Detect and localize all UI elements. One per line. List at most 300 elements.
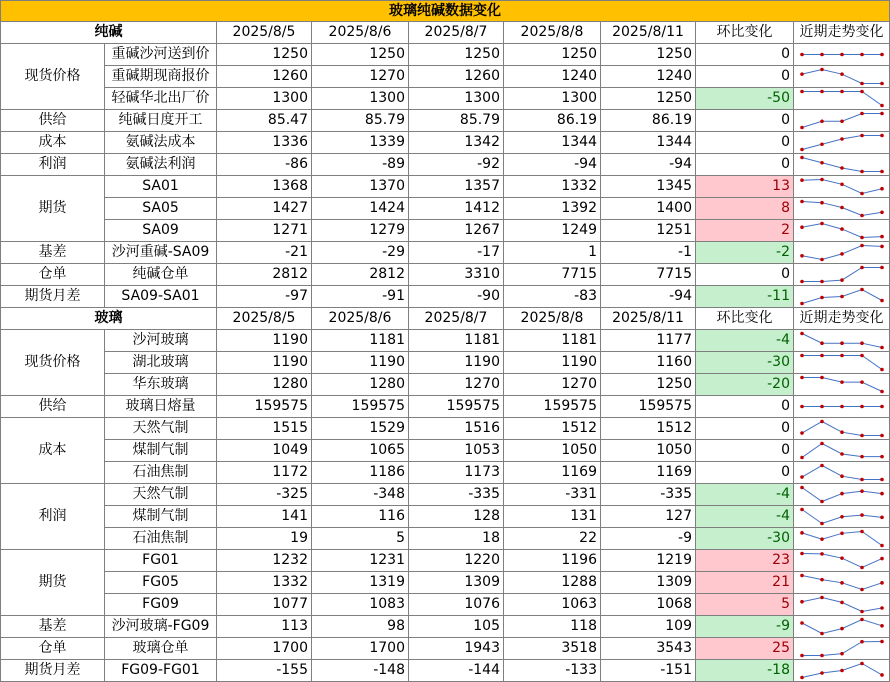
value-cell: 1332: [504, 176, 601, 198]
sparkline-chart: [794, 660, 890, 681]
value-cell: -331: [504, 484, 601, 506]
change-cell: -18: [696, 660, 794, 682]
sparkline-point: [820, 654, 824, 658]
value-cell: -90: [409, 286, 504, 308]
sparkline-point: [820, 341, 824, 345]
sparkline-point: [860, 489, 864, 493]
sparkline-line: [802, 70, 882, 84]
sparkline-point: [800, 486, 804, 490]
sparkline-chart: [794, 374, 890, 395]
sparkline-point: [880, 390, 884, 394]
value-cell: 7715: [504, 264, 601, 286]
table-row: [1, 264, 890, 286]
sparkline-point: [880, 544, 884, 548]
sparkline-point: [840, 556, 844, 560]
table-row: [1, 374, 890, 396]
table-row: [1, 660, 890, 682]
table-row: [1, 396, 890, 418]
value-cell: 1515: [217, 418, 312, 440]
change-cell: 0: [696, 44, 794, 66]
sparkline-point: [840, 227, 844, 231]
item-name: 天然气制: [105, 484, 217, 506]
value-cell: 98: [312, 616, 409, 638]
table-row: [1, 462, 890, 484]
change-cell: -20: [696, 374, 794, 396]
value-cell: 1943: [409, 638, 504, 660]
sparkline-line: [802, 598, 882, 612]
sparkline-cell: [794, 462, 890, 484]
value-cell: 1053: [409, 440, 504, 462]
item-name: SA09-SA01: [105, 286, 217, 308]
value-cell: 1279: [312, 220, 409, 242]
sparkline-chart: [794, 462, 890, 483]
value-cell: 159575: [312, 396, 409, 418]
sparkline-point: [860, 236, 864, 240]
item-name: SA05: [105, 198, 217, 220]
item-name: 纯碱仓单: [105, 264, 217, 286]
value-cell: 7715: [601, 264, 696, 286]
value-cell: 1250: [217, 44, 312, 66]
sparkline-chart: [794, 154, 890, 175]
value-cell: -83: [504, 286, 601, 308]
sparkline-point: [820, 53, 824, 57]
item-name: 湖北玻璃: [105, 352, 217, 374]
sparkline-point: [880, 673, 884, 677]
value-cell: -86: [217, 154, 312, 176]
change-cell: 0: [696, 396, 794, 418]
item-name: FG01: [105, 550, 217, 572]
value-cell: 1050: [504, 440, 601, 462]
sparkline-chart: [794, 198, 890, 219]
sparkline-point: [820, 464, 824, 468]
item-name: 沙河重碱-SA09: [105, 242, 217, 264]
value-cell: 1424: [312, 198, 409, 220]
change-cell: 5: [696, 594, 794, 616]
table-row: [1, 110, 890, 132]
sparkline-cell: [794, 616, 890, 638]
value-cell: 118: [504, 616, 601, 638]
value-cell: -97: [217, 286, 312, 308]
sparkline-chart: [794, 638, 890, 659]
value-cell: 1280: [217, 374, 312, 396]
value-cell: 22: [504, 528, 601, 550]
value-cell: 1250: [601, 374, 696, 396]
value-cell: 1173: [409, 462, 504, 484]
sparkline-point: [880, 299, 884, 303]
sparkline-cell: [794, 88, 890, 110]
item-name: FG05: [105, 572, 217, 594]
value-cell: 1172: [217, 462, 312, 484]
change-cell: 23: [696, 550, 794, 572]
date-header: 2025/8/7: [409, 22, 504, 44]
table-row: [1, 220, 890, 242]
category-cell: 现货价格: [1, 44, 105, 110]
value-cell: 1231: [312, 550, 409, 572]
value-cell: 1267: [409, 220, 504, 242]
sparkline-chart: [794, 572, 890, 593]
value-cell: 1319: [312, 572, 409, 594]
date-header: 2025/8/7: [409, 308, 504, 330]
sparkline-cell: [794, 418, 890, 440]
value-cell: -335: [409, 484, 504, 506]
sparkline-point: [820, 354, 824, 358]
sparkline-chart: [794, 132, 890, 153]
sparkline-point: [880, 478, 884, 482]
sparkline-point: [840, 72, 844, 76]
value-cell: 1190: [504, 352, 601, 374]
value-cell: 1190: [312, 352, 409, 374]
table-row: [1, 418, 890, 440]
sparkline-point: [800, 178, 804, 182]
value-cell: 1368: [217, 176, 312, 198]
date-header: 2025/8/5: [217, 22, 312, 44]
change-cell: 0: [696, 110, 794, 132]
category-cell: 供给: [1, 396, 105, 418]
sparkline-point: [800, 302, 804, 306]
sparkline-chart: [794, 484, 890, 505]
value-cell: 1288: [504, 572, 601, 594]
change-cell: -4: [696, 330, 794, 352]
value-cell: 1050: [601, 440, 696, 462]
sparkline-cell: [794, 220, 890, 242]
item-name: FG09: [105, 594, 217, 616]
value-cell: 159575: [409, 396, 504, 418]
sparkline-point: [880, 455, 884, 459]
value-cell: 1336: [217, 132, 312, 154]
sparkline-point: [880, 53, 884, 57]
sparkline-point: [840, 166, 844, 170]
sparkline-cell: [794, 660, 890, 682]
item-name: 玻璃日熔量: [105, 396, 217, 418]
sparkline-point: [800, 332, 804, 336]
table-row: [1, 594, 890, 616]
value-cell: 1196: [504, 550, 601, 572]
item-name: 沙河玻璃: [105, 330, 217, 352]
item-name: 石油焦制: [105, 462, 217, 484]
item-name: 玻璃仓单: [105, 638, 217, 660]
sparkline-cell: [794, 330, 890, 352]
sparkline-point: [880, 245, 884, 249]
value-cell: 1300: [504, 88, 601, 110]
change-cell: 13: [696, 176, 794, 198]
sparkline-line: [802, 378, 882, 392]
item-name: 纯碱日度开工: [105, 110, 217, 132]
value-cell: 1190: [409, 352, 504, 374]
table-row: [1, 638, 890, 660]
sparkline-point: [860, 266, 864, 270]
item-name: 煤制气制: [105, 506, 217, 528]
value-cell: -89: [312, 154, 409, 176]
sparkline-chart: [794, 220, 890, 241]
sparkline-point: [820, 119, 824, 123]
value-cell: 1083: [312, 594, 409, 616]
change-cell: 2: [696, 220, 794, 242]
sparkline-point: [820, 222, 824, 226]
sparkline-point: [820, 420, 824, 424]
sparkline-point: [820, 522, 824, 526]
sparkline-point: [860, 588, 864, 592]
sparkline-cell: [794, 506, 890, 528]
change-cell: -4: [696, 484, 794, 506]
sparkline-point: [860, 170, 864, 174]
sparkline-point: [840, 492, 844, 496]
change-cell: -9: [696, 616, 794, 638]
change-cell: 25: [696, 638, 794, 660]
category-cell: 期货: [1, 550, 105, 616]
section-name: 玻璃: [1, 308, 217, 330]
trend-header: 近期走势变化: [794, 308, 890, 330]
value-cell: 1300: [217, 88, 312, 110]
value-cell: 109: [601, 616, 696, 638]
sparkline-line: [802, 620, 882, 634]
value-cell: 159575: [601, 396, 696, 418]
sparkline-point: [880, 170, 884, 174]
value-cell: -9: [601, 528, 696, 550]
value-cell: 1240: [504, 66, 601, 88]
item-name: 重碱沙河送到价: [105, 44, 217, 66]
value-cell: 1427: [217, 198, 312, 220]
sparkline-point: [880, 581, 884, 585]
sparkline-point: [800, 508, 804, 512]
sparkline-point: [820, 442, 824, 446]
sparkline-cell: [794, 572, 890, 594]
change-cell: -4: [696, 506, 794, 528]
value-cell: -29: [312, 242, 409, 264]
change-cell: 0: [696, 264, 794, 286]
sparkline-cell: [794, 198, 890, 220]
change-cell: 0: [696, 66, 794, 88]
section-header-row: [1, 22, 890, 44]
sparkline-chart: [794, 286, 890, 307]
value-cell: 3543: [601, 638, 696, 660]
sparkline-point: [840, 252, 844, 256]
change-cell: -30: [696, 528, 794, 550]
sparkline-point: [800, 90, 804, 94]
sparkline-point: [860, 354, 864, 358]
sparkline-point: [880, 112, 884, 116]
value-cell: 1169: [504, 462, 601, 484]
sparkline-point: [820, 376, 824, 380]
sparkline-cell: [794, 66, 890, 88]
value-cell: 3310: [409, 264, 504, 286]
value-cell: 1412: [409, 198, 504, 220]
sparkline-point: [860, 640, 864, 644]
sparkline-chart: [794, 616, 890, 637]
value-cell: 1181: [312, 330, 409, 352]
value-cell: -155: [217, 660, 312, 682]
item-name: 轻碱华北出厂价: [105, 88, 217, 110]
sparkline-point: [800, 475, 804, 479]
table-row: [1, 66, 890, 88]
item-name: FG09-FG01: [105, 660, 217, 682]
sparkline-point: [840, 341, 844, 345]
sparkline-cell: [794, 154, 890, 176]
category-cell: 现货价格: [1, 330, 105, 396]
sparkline-point: [800, 53, 804, 57]
value-cell: 1260: [409, 66, 504, 88]
sparkline-point: [880, 557, 884, 561]
value-cell: 1181: [409, 330, 504, 352]
sparkline-point: [820, 161, 824, 165]
value-cell: 1309: [409, 572, 504, 594]
sparkline-point: [800, 654, 804, 658]
table-row: [1, 242, 890, 264]
sparkline-point: [840, 452, 844, 456]
sparkline-point: [860, 455, 864, 459]
date-header: 2025/8/11: [601, 22, 696, 44]
change-header: 环比变化: [696, 308, 794, 330]
value-cell: 1400: [601, 198, 696, 220]
value-cell: 1065: [312, 440, 409, 462]
sparkline-point: [860, 244, 864, 248]
sparkline-point: [880, 405, 884, 409]
value-cell: 1342: [409, 132, 504, 154]
sparkline-point: [860, 610, 864, 614]
table-row: [1, 176, 890, 198]
sparkline-cell: [794, 352, 890, 374]
sparkline-point: [840, 354, 844, 358]
value-cell: -17: [409, 242, 504, 264]
sparkline-point: [800, 531, 804, 535]
value-cell: 1250: [409, 44, 504, 66]
sparkline-point: [840, 182, 844, 186]
value-cell: 1220: [409, 550, 504, 572]
value-cell: 86.19: [601, 110, 696, 132]
value-cell: 1516: [409, 418, 504, 440]
sparkline-chart: [794, 550, 890, 571]
sparkline-chart: [794, 176, 890, 197]
value-cell: 86.19: [504, 110, 601, 132]
value-cell: 1250: [504, 44, 601, 66]
sparkline-chart: [794, 594, 890, 615]
table-row: [1, 44, 890, 66]
value-cell: 1370: [312, 176, 409, 198]
value-cell: 1190: [217, 330, 312, 352]
sparkline-point: [880, 187, 884, 191]
value-cell: 1271: [217, 220, 312, 242]
value-cell: 1186: [312, 462, 409, 484]
category-cell: 成本: [1, 132, 105, 154]
value-cell: 116: [312, 506, 409, 528]
category-cell: 仓单: [1, 264, 105, 286]
sparkline-point: [880, 606, 884, 610]
item-name: 沙河玻璃-FG09: [105, 616, 217, 638]
sparkline-point: [860, 90, 864, 94]
sparkline-point: [860, 405, 864, 409]
value-cell: 2812: [217, 264, 312, 286]
sparkline-point: [860, 112, 864, 116]
sparkline-line: [802, 180, 882, 194]
value-cell: 1240: [601, 66, 696, 88]
sparkline-point: [840, 474, 844, 478]
sparkline-point: [840, 515, 844, 519]
date-header: 2025/8/6: [312, 22, 409, 44]
change-cell: -2: [696, 242, 794, 264]
sparkline-point: [860, 513, 864, 517]
value-cell: 105: [409, 616, 504, 638]
change-cell: 0: [696, 154, 794, 176]
value-cell: -144: [409, 660, 504, 682]
value-cell: 1251: [601, 220, 696, 242]
trend-header: 近期走势变化: [794, 22, 890, 44]
sparkline-point: [840, 652, 844, 656]
sparkline-line: [802, 334, 882, 348]
table-row: [1, 506, 890, 528]
table-row: [1, 572, 890, 594]
value-cell: -151: [601, 660, 696, 682]
sparkline-point: [860, 618, 864, 622]
change-cell: 0: [696, 440, 794, 462]
section-name: 纯碱: [1, 22, 217, 44]
item-name: 重碱期现商报价: [105, 66, 217, 88]
sparkline-point: [820, 258, 824, 262]
sparkline-point: [860, 53, 864, 57]
sparkline-point: [800, 225, 804, 229]
change-cell: 8: [696, 198, 794, 220]
sparkline-cell: [794, 484, 890, 506]
sparkline-point: [880, 82, 884, 86]
value-cell: 85.79: [312, 110, 409, 132]
sparkline-chart: [794, 352, 890, 373]
table-row: [1, 154, 890, 176]
sparkline-line: [802, 356, 882, 370]
sparkline-chart: [794, 396, 890, 417]
value-cell: 1344: [504, 132, 601, 154]
value-cell: -1: [601, 242, 696, 264]
sparkline-chart: [794, 44, 890, 65]
sparkline-cell: [794, 242, 890, 264]
value-cell: 18: [409, 528, 504, 550]
sparkline-point: [840, 380, 844, 384]
value-cell: 1: [504, 242, 601, 264]
table-row: [1, 352, 890, 374]
sparkline-point: [800, 354, 804, 358]
sparkline-point: [840, 405, 844, 409]
value-cell: 1169: [601, 462, 696, 484]
sparkline-point: [820, 632, 824, 636]
value-cell: 1309: [601, 572, 696, 594]
sparkline-point: [820, 90, 824, 94]
category-cell: 成本: [1, 418, 105, 484]
sparkline-point: [840, 601, 844, 605]
value-cell: -325: [217, 484, 312, 506]
value-cell: 85.47: [217, 110, 312, 132]
category-cell: 利润: [1, 484, 105, 550]
value-cell: 141: [217, 506, 312, 528]
value-cell: 1270: [504, 374, 601, 396]
sparkline-point: [800, 574, 804, 578]
sparkline-point: [880, 211, 884, 215]
sparkline-point: [800, 200, 804, 204]
value-cell: 1250: [601, 44, 696, 66]
value-cell: 85.79: [409, 110, 504, 132]
table-row: [1, 528, 890, 550]
value-cell: 1270: [409, 374, 504, 396]
sparkline-point: [880, 134, 884, 138]
sparkline-point: [880, 266, 884, 270]
sparkline-chart: [794, 440, 890, 461]
sparkline-point: [800, 156, 804, 160]
value-cell: 1700: [217, 638, 312, 660]
section-header-row: [1, 308, 890, 330]
sparkline-point: [880, 492, 884, 496]
sparkline-chart: [794, 330, 890, 351]
sparkline-cell: [794, 44, 890, 66]
date-header: 2025/8/8: [504, 308, 601, 330]
sparkline-chart: [794, 110, 890, 131]
value-cell: -133: [504, 660, 601, 682]
sparkline-point: [800, 456, 804, 460]
